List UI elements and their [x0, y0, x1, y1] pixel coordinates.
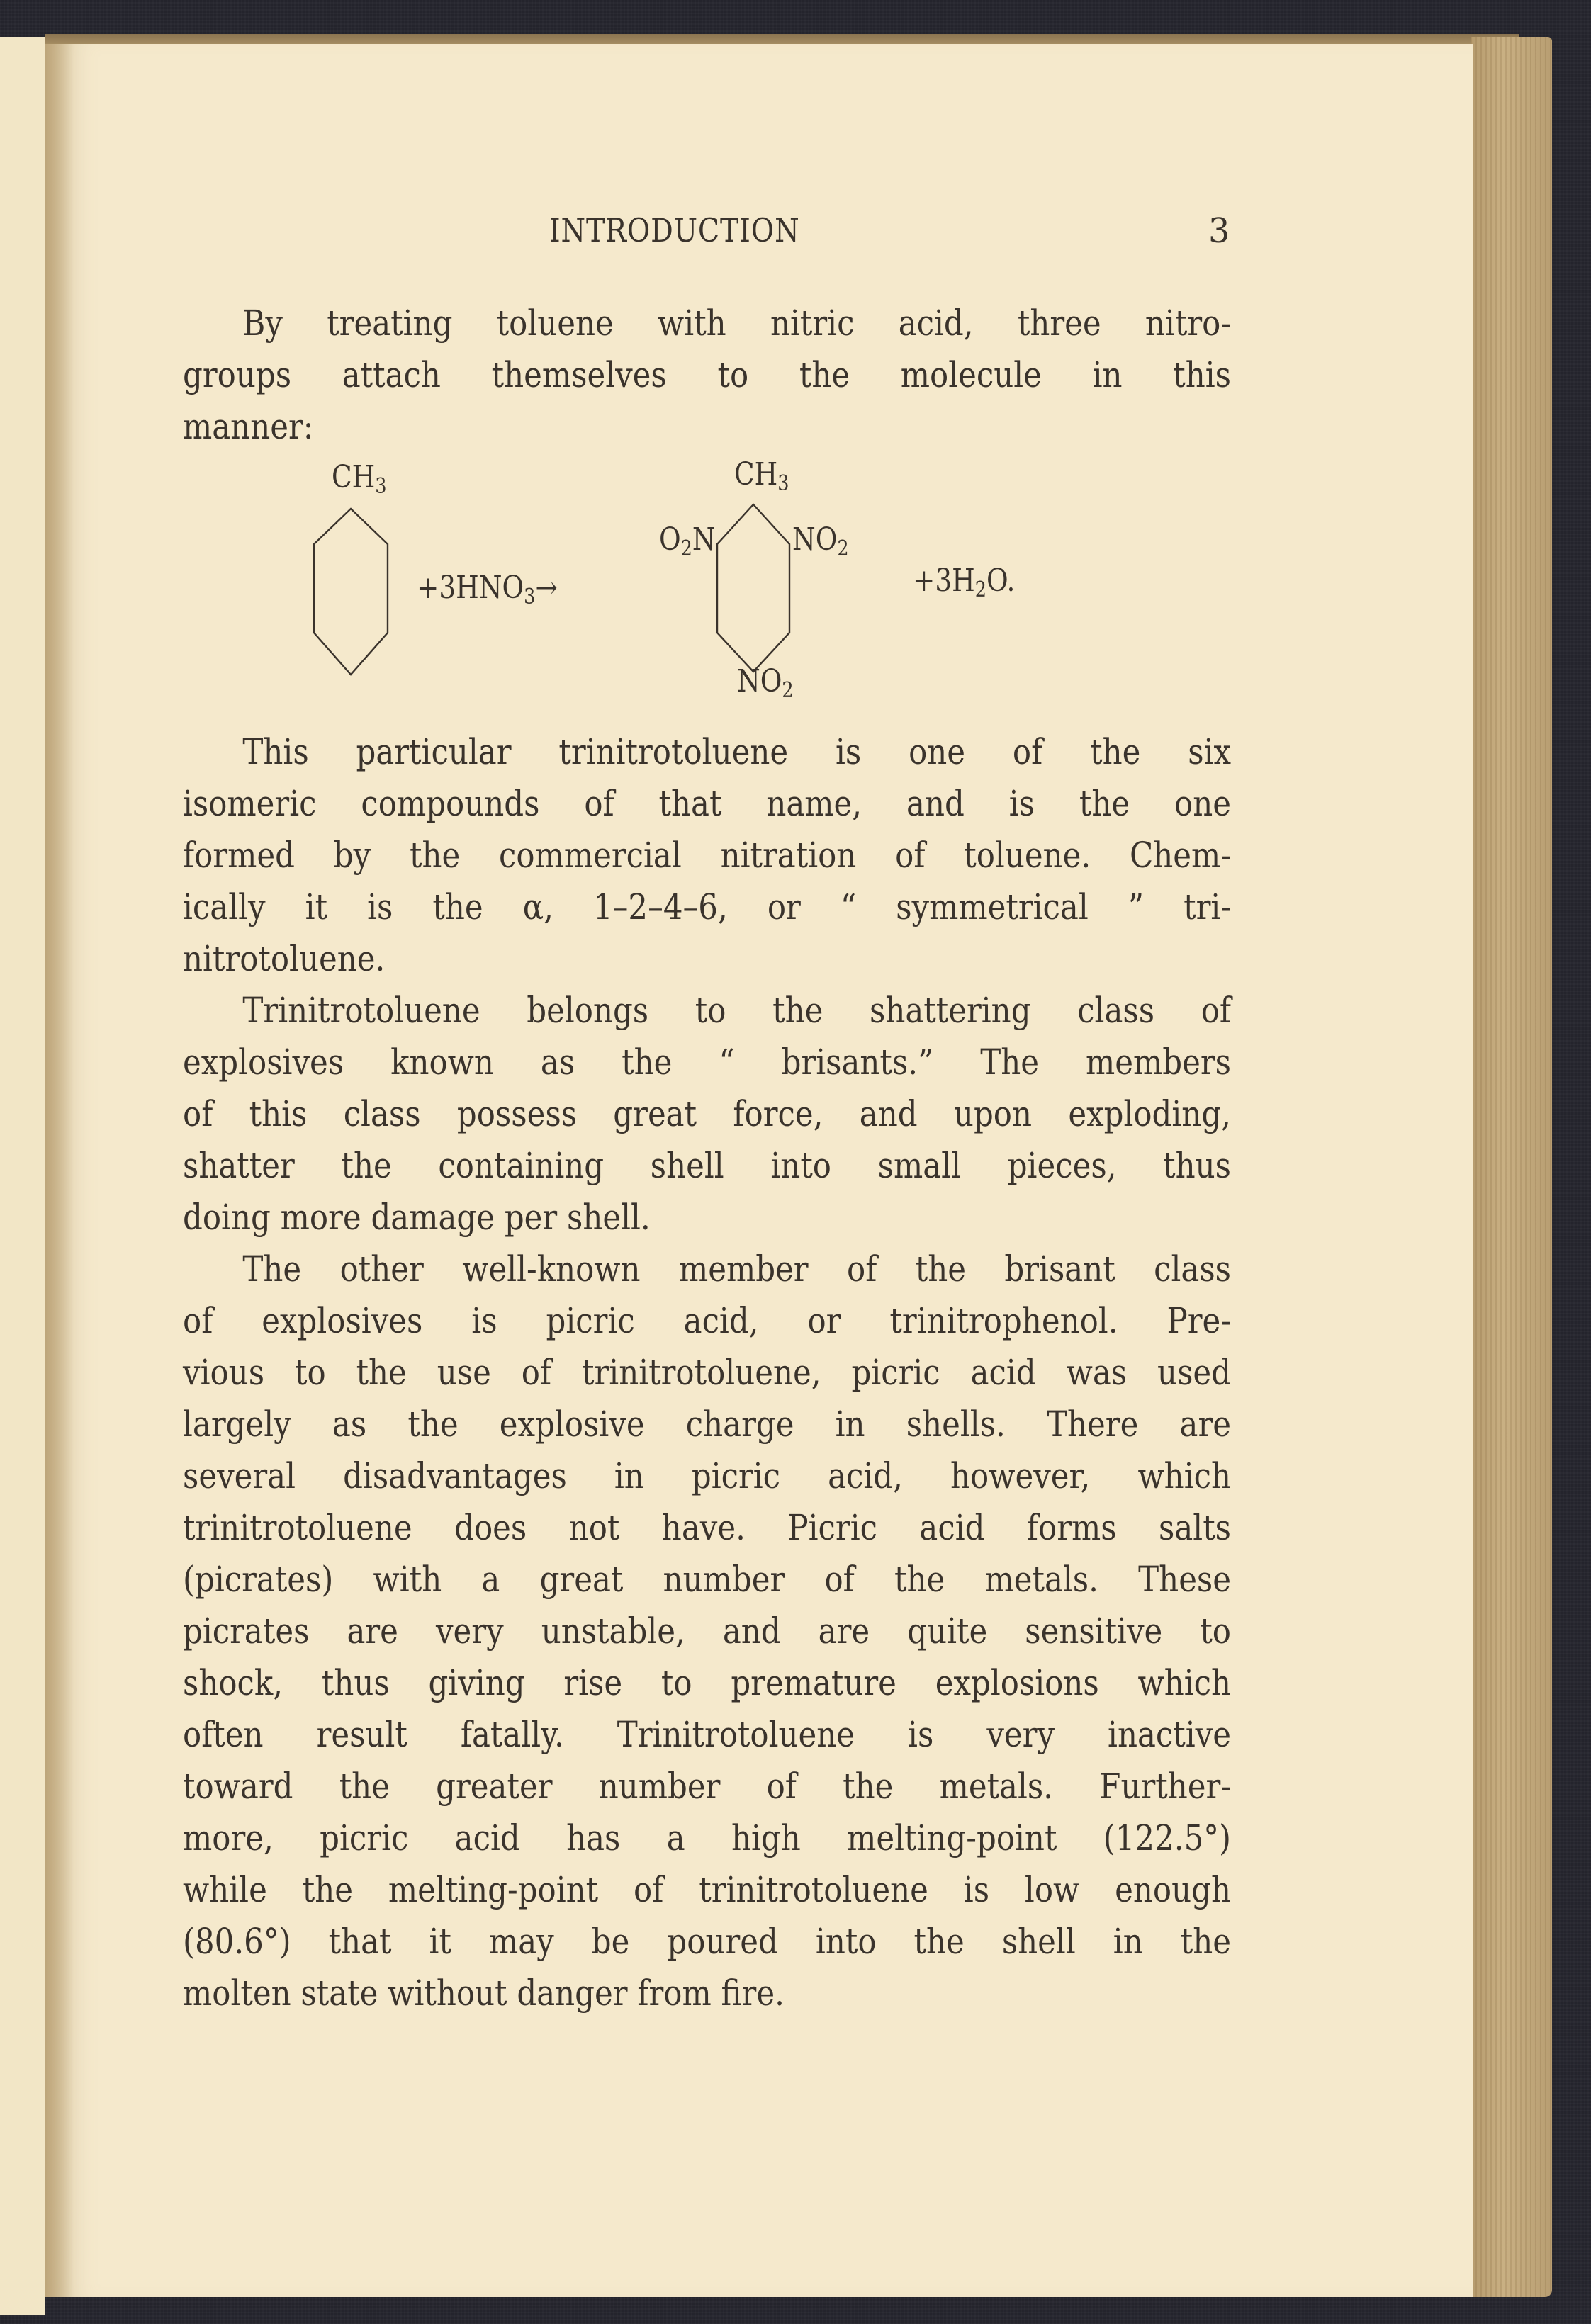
tnt-methyl-group: $CH_3$: [734, 456, 789, 496]
text-line: doing more damage per shell.: [183, 1197, 651, 1238]
text-line: Trinitrotoluene belongs to the shattering class of: [242, 990, 1231, 1031]
toluene-ring: [314, 509, 388, 675]
text-line: of explosives is picric acid, or trinitrophenol. Pre-: [183, 1300, 1231, 1341]
text-line: shock, thus giving rise to premature explosions which: [183, 1662, 1231, 1703]
text-line: toward the greater number of the metals. Further-: [183, 1766, 1231, 1807]
text-line: By treating toluene with nitric acid, three nitro-: [242, 303, 1231, 344]
toluene-methyl-group: $CH_3$: [332, 459, 387, 499]
text-line: while the melting-point of trinitrotoluene is low enough: [183, 1869, 1231, 1910]
running-head: [0, 211, 1591, 254]
text-line: more, picric acid has a high melting-point (122.5°): [183, 1817, 1231, 1858]
text-line: (picrates) with a great number of the metals. These: [183, 1559, 1231, 1600]
previous-page-edge: [0, 37, 45, 2315]
text-line: trinitrotoluene does not have. Picric acid forms salts: [183, 1507, 1231, 1548]
text-line: The other well-known member of the brisant class: [242, 1248, 1231, 1290]
paragraph-4: [183, 1243, 1232, 2019]
tnt-right-nitro-group: $NO_2$: [792, 521, 849, 561]
paragraph-2: [183, 726, 1232, 985]
tnt-bottom-nitro-group: $NO_2$: [737, 663, 794, 703]
text-line: often result fatally. Trinitrotoluene is very inactive: [183, 1714, 1231, 1755]
page-number: 3: [1208, 211, 1230, 251]
text-line: nitrotoluene.: [183, 938, 386, 979]
text-line: formed by the commercial nitration of toluene. Chem-: [183, 835, 1231, 876]
text-line: of this class possess great force, and upon exploding,: [183, 1093, 1231, 1134]
text-line: molten state without danger from fire.: [183, 1973, 785, 2014]
page-fore-edge: [1471, 37, 1552, 2297]
tnt-ring: [717, 504, 789, 672]
byproduct-water: $+3H_2O$.: [913, 563, 1016, 602]
running-head-title: INTRODUCTION: [549, 211, 800, 249]
text-line: vious to the use of trinitrotoluene, picric acid was used: [183, 1352, 1231, 1393]
text-line: shatter the containing shell into small pieces, thus: [183, 1145, 1231, 1186]
text-line: This particular trinitrotoluene is one of the six: [242, 731, 1231, 772]
nitration-equation: [312, 453, 1091, 709]
paragraph-3: [183, 985, 1232, 1243]
text-line: groups attach themselves to the molecule in this: [183, 354, 1231, 395]
text-line: manner:: [183, 406, 314, 447]
text-line: (80.6°) that it may be poured into the shell in the: [183, 1921, 1231, 1962]
tnt-left-nitro-group: $O_2N$: [659, 521, 716, 561]
page-gutter-shadow: [45, 44, 74, 2297]
paragraph-1: [183, 298, 1232, 453]
text-line: picrates are very unstable, and are quite sensitive to: [183, 1611, 1231, 1652]
text-line: isomeric compounds of that name, and is the one: [183, 783, 1231, 824]
text-line: ically it is the α, 1–2–4–6, or “ symmetrical ” tri-: [183, 886, 1231, 927]
text-line: largely as the explosive charge in shells. There are: [183, 1404, 1231, 1445]
text-line: several disadvantages in picric acid, however, which: [183, 1455, 1231, 1496]
reagent-nitric-acid: $+3HNO_3\to$: [417, 570, 558, 609]
text-line: explosives known as the “ brisants.” The members: [183, 1042, 1231, 1083]
